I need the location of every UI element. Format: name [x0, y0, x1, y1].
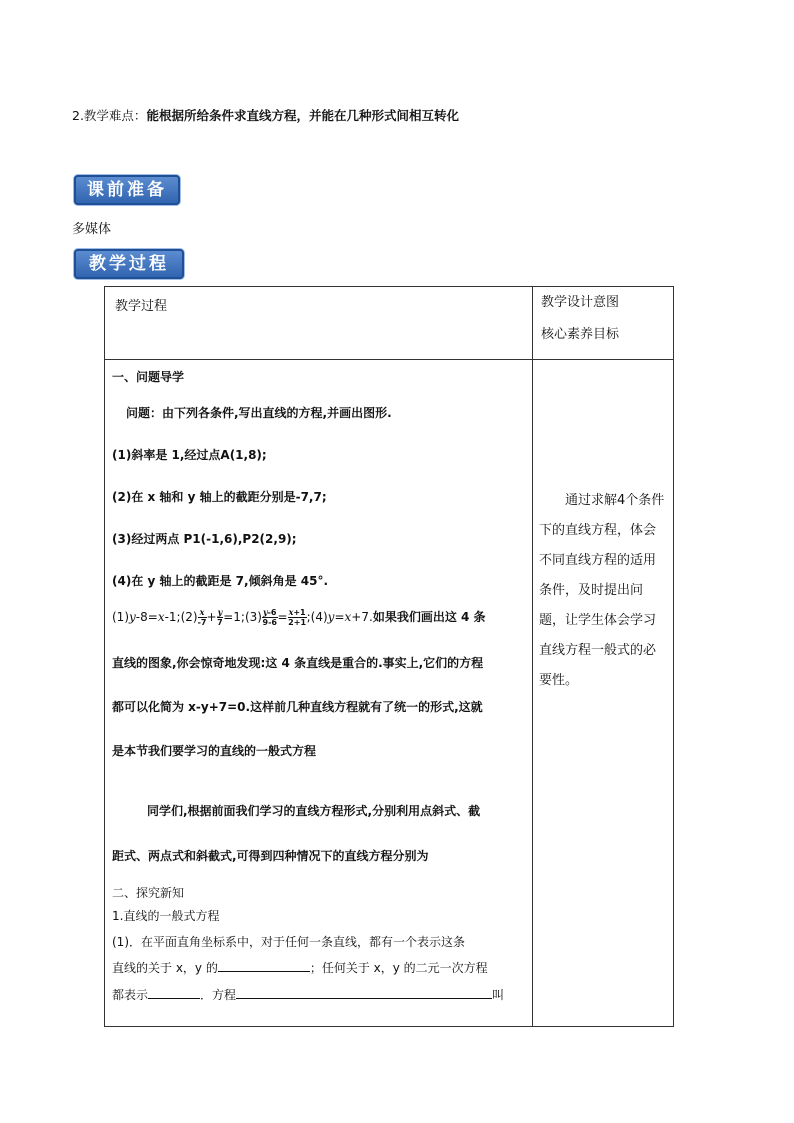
fill-line-3 — [112, 986, 504, 1003]
fraction-y-over-7: $\frac{y}{7}$ — [217, 607, 223, 627]
header-right-goal: 核心素养目标 — [541, 327, 620, 342]
design-intent-text: 通过求解4个条件下的直线方程，体会不同直线方程的适用条件，及时提出问题，让学生体会学习直线方程一般式的必要性。 — [539, 493, 665, 688]
answers-tail: 如果我们画出这 4 条 — [372, 610, 486, 624]
para2-line2: 距式、两点式和斜截式,可得到四种情况下的直线方程分别为 — [112, 849, 429, 863]
condition-1: (1)斜率是 1,经过点A(1,8); — [112, 448, 267, 462]
difficulty-text: 能根据所给条件求直线方程，并能在几种形式间相互转化 — [146, 108, 459, 123]
body-left — [105, 360, 533, 1027]
para1-line2: 直线的图象,你会惊奇地发现:这 4 条直线是重合的.事实上,它们的方程 — [112, 656, 484, 670]
question: 问题：由下列各条件,写出直线的方程,并画出图形. — [126, 406, 392, 420]
para1-line3: 都可以化简为 x-y+7=0.这样前几种直线方程就有了统一的形式,这就 — [112, 700, 483, 714]
para1-line4: 是本节我们要学习的直线的一般式方程 — [112, 744, 317, 758]
answer-1: (1)y-8=x-1;(2) — [112, 610, 198, 624]
fill-line-3-end: 叫 — [492, 988, 505, 1002]
table-header-row — [105, 287, 674, 360]
answer-blank-3[interactable] — [236, 986, 492, 999]
fraction-two-point-right: $\frac{x+1}{2+1}$ — [288, 607, 307, 627]
teaching-difficulty — [72, 106, 459, 124]
condition-2: (2)在 x 轴和 y 轴上的截距分别是-7,7; — [112, 490, 327, 504]
condition-3: (3)经过两点 P1(-1,6),P2(2,9); — [112, 532, 297, 546]
answer-blank-2[interactable] — [148, 986, 200, 999]
fill-line-2 — [112, 959, 488, 976]
fraction-x-over-neg7: $\frac{x}{-7}$ — [197, 607, 207, 627]
answer-blank-1[interactable] — [218, 959, 310, 972]
design-intent — [539, 486, 667, 696]
fill-line-3-mid: ．方程 — [200, 988, 237, 1002]
fill-line-1: (1)．在平面直角坐标系中，对于任何一条直线，都有一个表示这条 — [112, 935, 466, 949]
header-right-intent: 教学设计意图 — [541, 295, 620, 310]
banner-prep: 课前准备 — [74, 175, 180, 205]
section-2-title: 二、探究新知 — [112, 886, 185, 900]
body-right — [533, 360, 674, 1027]
difficulty-prefix: 2.教学难点： — [72, 108, 147, 123]
lesson-table — [104, 286, 674, 1027]
prep-text: 多媒体 — [72, 222, 112, 237]
subsection-1-title: 1.直线的一般式方程 — [112, 909, 220, 923]
para2-line1: 同学们,根据前面我们学习的直线方程形式,分别利用点斜式、截 — [147, 804, 481, 818]
table-body-row — [105, 360, 674, 1027]
fill-line-3-start: 都表示 — [112, 988, 149, 1002]
fill-line-2-end: ；任何关于 x，y 的二元一次方程 — [309, 961, 488, 975]
header-right — [533, 287, 674, 360]
section-1-title: 一、问题导学 — [112, 370, 185, 384]
condition-4: (4)在 y 轴上的截距是 7,倾斜角是 45°. — [112, 574, 329, 588]
answers-line: (1)y-8=x-1;(2) $\frac{x}{-7}+$ $\frac{y}{7}=1;(3)$ $\frac{y-6}{9-6}=$ $\frac{x+1}{2+1};(4)y=x+7$.如果我们画出这 4 条 — [112, 607, 486, 627]
fill-line-2-start: 直线的关于 x，y 的 — [112, 961, 218, 975]
header-left: 教学过程 — [105, 287, 533, 360]
fraction-two-point-left: $\frac{y-6}{9-6}$ — [262, 607, 277, 627]
banner-process: 教学过程 — [74, 249, 184, 279]
